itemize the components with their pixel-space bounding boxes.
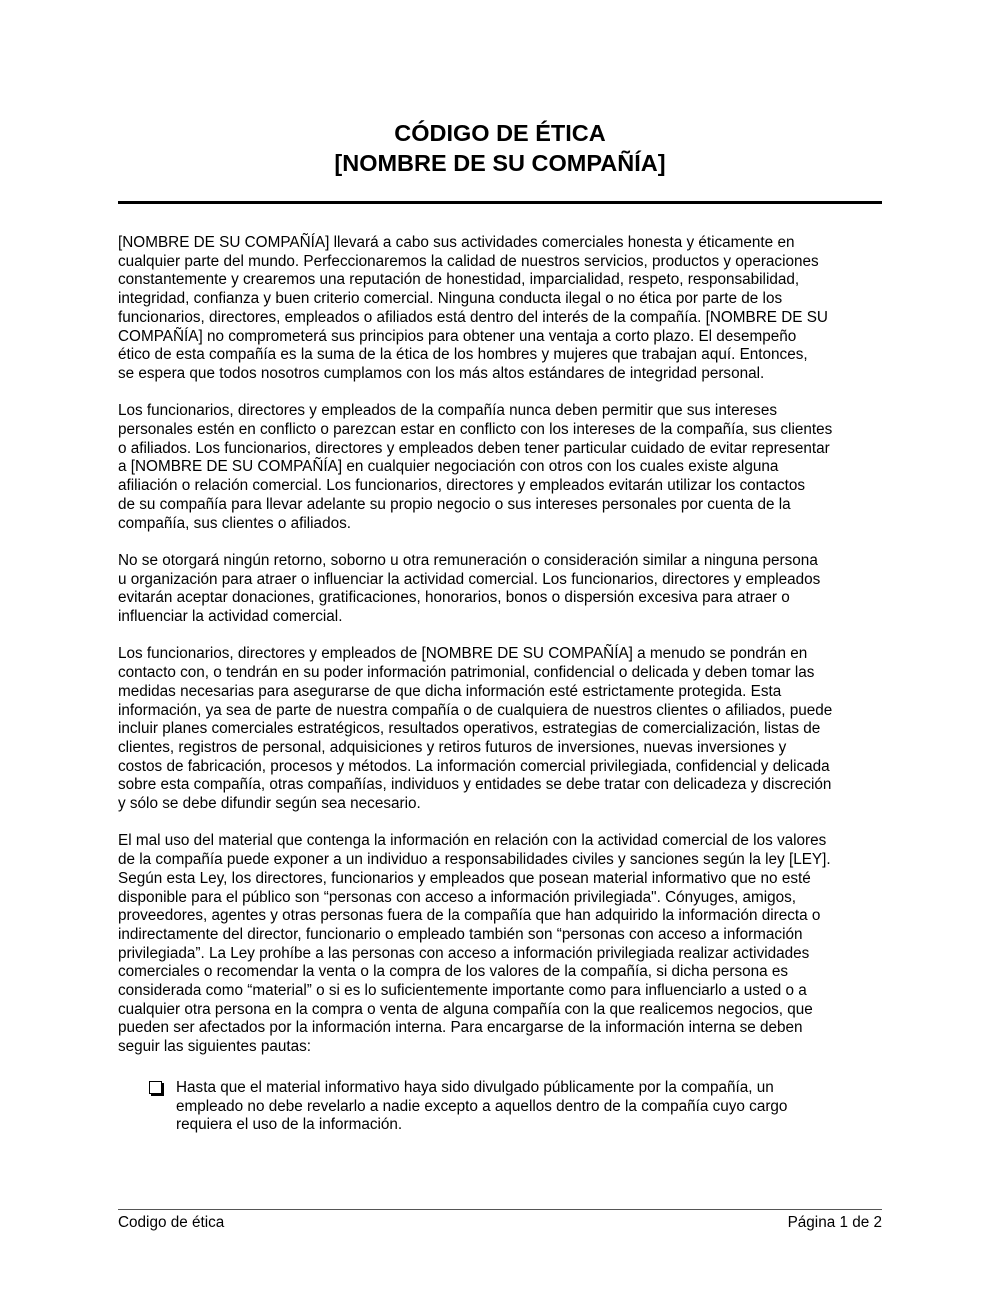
text-line: proveedores, agentes y otras personas fuera de la compañía que han adquirido la información directa o xyxy=(118,907,821,925)
text-line: integridad, confianza y buen criterio comercial. Ninguna conducta ilegal o no ética por parte de los xyxy=(118,290,783,308)
text-line: indirectamente del director, funcionario o empleado también son “personas con acceso a información xyxy=(118,925,803,943)
checklist-item xyxy=(118,1079,888,1135)
text-line: empleado no debe revelarlo a nadie excepto a aquellos dentro de la compañía cuyo cargo xyxy=(176,1097,788,1115)
text-line: considerada como “material” o si es lo suficientemente importante como para influenciarlo a usted o a xyxy=(118,982,807,1000)
footer-page-number: Página 1 de 2 xyxy=(787,1214,882,1231)
text-line: evitarán aceptar donaciones, gratificaciones, honorarios, bonos o dispersión excesiva para atraer o xyxy=(118,589,790,607)
text-line: pueden ser afectados por la información interna. Para encargarse de la información interna se deben xyxy=(118,1019,803,1037)
text-line: a [NOMBRE DE SU COMPAÑÍA] en cualquier negociación con otros con los cuales existe alguna xyxy=(118,458,779,476)
paragraph xyxy=(118,832,888,1056)
text-line: de la compañía puede exponer a un individuo a responsabilidades civiles y sanciones según la ley [LEY]. xyxy=(118,851,831,869)
text-line: cualquier parte del mundo. Perfeccionaremos la calidad de nuestros servicios, productos y operaciones xyxy=(118,252,819,270)
footer-document-name: Codigo de ética xyxy=(118,1214,225,1231)
text-line: [NOMBRE DE SU COMPAÑÍA] llevará a cabo sus actividades comerciales honesta y éticamente en xyxy=(118,234,795,251)
text-line: medidas necesarias para asegurarse de que dicha información esté estrictamente protegida. Esta xyxy=(118,682,782,700)
text-line: Los funcionarios, directores y empleados de la compañía nunca deben permitir que sus intereses xyxy=(118,402,777,420)
text-line: se espera que todos nosotros cumplamos con los más altos estándares de integridad personal. xyxy=(118,364,765,382)
text-line: de su compañía para llevar adelante su propio negocio o sus intereses personales por cuenta de la xyxy=(118,495,791,513)
text-line: constantemente y crearemos una reputación de honestidad, imparcialidad, respeto, responsabilidad, xyxy=(118,271,800,289)
document-title: CÓDIGO DE ÉTICA xyxy=(394,120,606,146)
text-line: seguir las siguientes pautas: xyxy=(118,1038,312,1056)
text-line: sobre esta compañía, otras compañías, individuos y entidades se debe tratar con delicadeza y discreción xyxy=(118,776,832,794)
text-line: afiliación o relación comercial. Los funcionarios, directores y empleados evitarán utilizar los contactos xyxy=(118,477,805,495)
checkbox-icon xyxy=(149,1081,162,1094)
title-divider xyxy=(118,201,882,204)
footer-divider xyxy=(118,1209,882,1210)
text-line: costos de fabricación, procesos y métodos. La información comercial privilegiada, confidencial y delicada xyxy=(118,757,830,775)
text-line: requiera el uso de la información. xyxy=(176,1116,403,1134)
text-line: funcionarios, directores, empleados o afiliados está dentro del interés de la compañía. [NOMBRE DE SU xyxy=(118,308,828,326)
text-line: COMPAÑÍA] no comprometerá sus principios para obtener una ventaja a corto plazo. El desempeño xyxy=(118,327,797,345)
text-line: o afiliados. Los funcionarios, directores y empleados deben tener particular cuidado de evitar representar xyxy=(118,439,830,457)
text-line: clientes, registros de personal, adquisiciones y retiros futuros de inversiones, nuevas inversiones y xyxy=(118,738,787,756)
text-line: personales estén en conflicto o parezcan estar en conflicto con los intereses de la compañía, sus clientes xyxy=(118,421,833,439)
text-line: contacto con, o tendrán en su poder información patrimonial, confidencial o delicada y deben tomar las xyxy=(118,664,815,682)
text-line: disponible para el público son “personas con acceso a información privilegiada". Cónyuges, amigos, xyxy=(118,888,797,906)
text-line: Los funcionarios, directores y empleados de [NOMBRE DE SU COMPAÑÍA] a menudo se pondrán en xyxy=(118,645,808,663)
text-line: No se otorgará ningún retorno, soborno u otra remuneración o consideración similar a ninguna persona xyxy=(118,551,818,569)
text-line: compañía, sus clientes o afiliados. xyxy=(118,514,351,532)
text-line: información, ya sea de parte de nuestra compañía o de cualquiera de nuestros clientes o afiliados, puede xyxy=(118,701,833,719)
paragraph xyxy=(118,552,888,627)
text-line: y sólo se debe difundir según sea necesario. xyxy=(118,795,421,813)
paragraph xyxy=(118,645,888,813)
text-line: El mal uso del material que contenga la información en relación con la actividad comercial de los valores xyxy=(118,832,827,850)
text-line: comerciales o recomendar la venta o la compra de los valores de la compañía, si dicha persona es xyxy=(118,963,789,981)
company-name-title: [NOMBRE DE SU COMPAÑÍA] xyxy=(334,150,666,176)
text-line: Según esta Ley, los directores, funcionarios y empleados que posean material informativo que no esté xyxy=(118,869,811,887)
text-line: ético de esta compañía es la suma de la ética de los hombres y mujeres que trabajan aquí. Entonces, xyxy=(118,346,808,364)
paragraph xyxy=(118,402,888,533)
text-line: incluir planes comerciales estratégicos, resultados operativos, estrategias de comercialización, listas de xyxy=(118,720,821,738)
text-line: u organización para atraer o influenciar la actividad comercial. Los funcionarios, directores y empleados xyxy=(118,570,821,588)
text-line: cualquier otra persona en la compra o venta de alguna compañía con la que realicemos negocios, que xyxy=(118,1000,813,1018)
paragraph xyxy=(118,234,888,384)
document-body xyxy=(118,234,888,1135)
text-line: privilegiada”. La Ley prohíbe a las personas con acceso a información privilegiada realizar actividades xyxy=(118,944,810,962)
text-line: influenciar la actividad comercial. xyxy=(118,608,343,626)
text-line: Hasta que el material informativo haya sido divulgado públicamente por la compañía, un xyxy=(176,1078,774,1096)
